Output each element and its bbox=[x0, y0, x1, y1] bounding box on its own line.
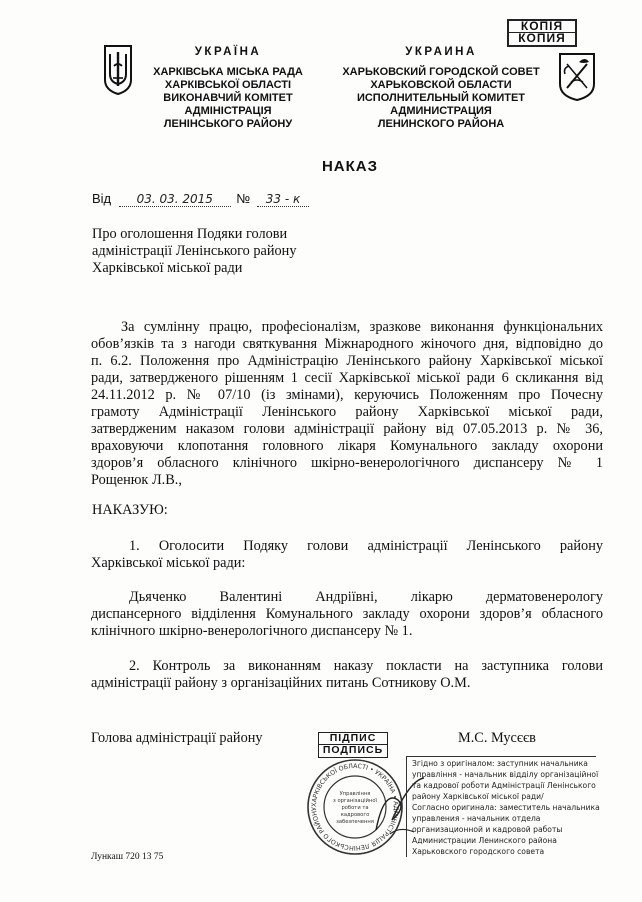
signature-title: Голова адміністрації району bbox=[91, 730, 263, 746]
right-header bbox=[335, 46, 547, 131]
item2-line: адміністрації району з організаційних питань Сотникову О.М. bbox=[91, 675, 471, 691]
seal-center-line: роботи та bbox=[341, 805, 369, 811]
preamble-line: За сумлінну працю, професіоналізм, зразкове виконання функціональних bbox=[121, 319, 603, 335]
kharkiv-coat-of-arms-icon bbox=[557, 52, 597, 102]
subject-line: Про оголошення Подяки голови bbox=[92, 226, 288, 242]
signature-stamp-line2: ПОДПИСЬ bbox=[319, 744, 387, 756]
seal-center-line: з організаційної bbox=[333, 798, 377, 804]
preamble-line: затвердженим наказом голови адміністрації району від 07.05.2013 р. № 36, bbox=[91, 421, 603, 437]
seal-center-line: забезпечення bbox=[336, 819, 374, 825]
recipient-line: клінічного шкірно-венерологічного диспансеру № 1. bbox=[91, 623, 413, 639]
order-subject bbox=[92, 226, 296, 277]
preamble-line: 24.11.2012 р. № 07/10 (із змінами), керуючись Положенням про Почесну bbox=[91, 387, 603, 403]
copy-stamp-line2: КОПИЯ bbox=[509, 32, 575, 44]
left-header-line: АДМІНІСТРАЦІЯ bbox=[184, 105, 272, 117]
footer-note: Лункаш 720 13 75 bbox=[91, 852, 164, 862]
preamble-line: Рощенюк Л.В., bbox=[91, 472, 182, 488]
left-header-line: ХАРКІВСЬКОЇ ОБЛАСТІ bbox=[164, 79, 292, 91]
item1-line: Харківської міської ради: bbox=[91, 555, 246, 571]
seal-center-line: кадрового bbox=[340, 812, 370, 818]
preamble-paragraph bbox=[91, 319, 603, 489]
certification-line: Администрации Ленинского района bbox=[412, 836, 557, 845]
left-header-line: ВИКОНАВЧИЙ КОМІТЕТ bbox=[163, 92, 293, 104]
certification-stamp bbox=[406, 756, 600, 857]
order-item-1 bbox=[91, 538, 603, 572]
preamble-line: обов’язків та з нагоди святкування Міжнародного жіночого дня, відповідно до bbox=[91, 336, 603, 352]
seal-center-line: Управління bbox=[339, 791, 371, 797]
right-header-line: АДМИНИСТРАЦИЯ bbox=[390, 105, 492, 117]
item1-line: 1. Оголосити Подяку голови адміністрації Ленінського району bbox=[129, 538, 603, 554]
certification-line: району Харківської міської ради/ bbox=[412, 792, 544, 801]
date-label: Від bbox=[92, 191, 112, 206]
certification-line: Харьковского городского совета bbox=[412, 847, 545, 856]
subject-line: Харківської міської ради bbox=[92, 260, 243, 276]
right-header-country: УКРАИНА bbox=[405, 46, 477, 58]
right-header-line: ИСПОЛНИТЕЛЬНЫЙ КОМИТЕТ bbox=[356, 92, 526, 104]
document-title: НАКАЗ bbox=[321, 158, 379, 175]
preamble-line: п. 6.2. Положення про Адміністрацію Ленінського району Харківської міської bbox=[91, 353, 603, 369]
certification-line: организационной и кадровой работы bbox=[412, 825, 563, 834]
copy-stamp-line1: КОПІЯ bbox=[520, 19, 564, 33]
date-value: 03. 03. 2015 bbox=[119, 192, 231, 207]
number-value: 33 - к bbox=[257, 192, 309, 207]
seal-ring-text: ХАРКІВСЬКОЇ ОБЛАСТІ • УКРАЇНА • АДМІНІСТРАЦІЯ ЛЕНІНСЬКОГО РАЙОНУ bbox=[310, 762, 400, 852]
order-item-2 bbox=[91, 658, 603, 692]
signature-stamp-line1: ПІДПИС bbox=[329, 732, 377, 744]
right-header-line: ХАРЬКОВСКОЙ ОБЛАСТИ bbox=[370, 79, 512, 91]
right-header-line: ХАРЬКОВСКИЙ ГОРОДСКОЙ СОВЕТ bbox=[342, 66, 540, 78]
preamble-line: враховуючи клопотання головного лікаря Комунального закладу охорони bbox=[91, 438, 603, 454]
copy-stamp bbox=[507, 19, 577, 47]
signature-stamp bbox=[318, 732, 388, 758]
item2-line: 2. Контроль за виконанням наказу покласти на заступника голови bbox=[129, 658, 603, 674]
right-header-line: ЛЕНИНСКОГО РАЙОНА bbox=[377, 118, 505, 130]
preamble-line: ради, затвердженого рішенням 1 сесії Харківської міської ради 6 скликання від bbox=[91, 370, 603, 386]
preamble-line: грамоту Адміністрації Ленінського району Харківської міської ради, bbox=[91, 404, 603, 420]
left-header-line: ХАРКІВСЬКА МІСЬКА РАДА bbox=[153, 66, 303, 78]
certification-line: управління - начальник відділу організаційної bbox=[412, 770, 599, 779]
recipient-line: Дьяченко Валентині Андріївні, лікарю дерматовенерологу bbox=[129, 589, 603, 605]
left-header-country: УКРАЇНА bbox=[194, 46, 262, 58]
left-header bbox=[142, 46, 314, 131]
date-number-row bbox=[92, 191, 309, 207]
signatory-name: М.С. Мусєєв bbox=[458, 730, 536, 746]
left-header-line: ЛЕНІНСЬКОГО РАЙОНУ bbox=[163, 118, 293, 130]
certification-line: Згідно з оригіналом: заступник начальника bbox=[412, 759, 588, 768]
certification-line: та кадрової роботи Адміністрації Ленінського bbox=[412, 781, 596, 790]
certification-line: управления - начальник отдела bbox=[412, 814, 541, 823]
trident-emblem-icon bbox=[102, 44, 134, 96]
certification-line: Согласно оригинала: заместитель начальника bbox=[412, 803, 600, 812]
recipient-line: диспансерного відділення Комунального закладу охорони здоров’я обласного bbox=[91, 606, 603, 622]
order-word: НАКАЗУЮ: bbox=[92, 502, 168, 518]
subject-line: адміністрації Ленінського району bbox=[92, 243, 297, 259]
number-label: № bbox=[236, 191, 251, 206]
preamble-line: здоров’я обласного клінічного шкірно-венерологічного диспансеру № 1 bbox=[91, 455, 603, 471]
recipient-paragraph bbox=[91, 589, 603, 640]
